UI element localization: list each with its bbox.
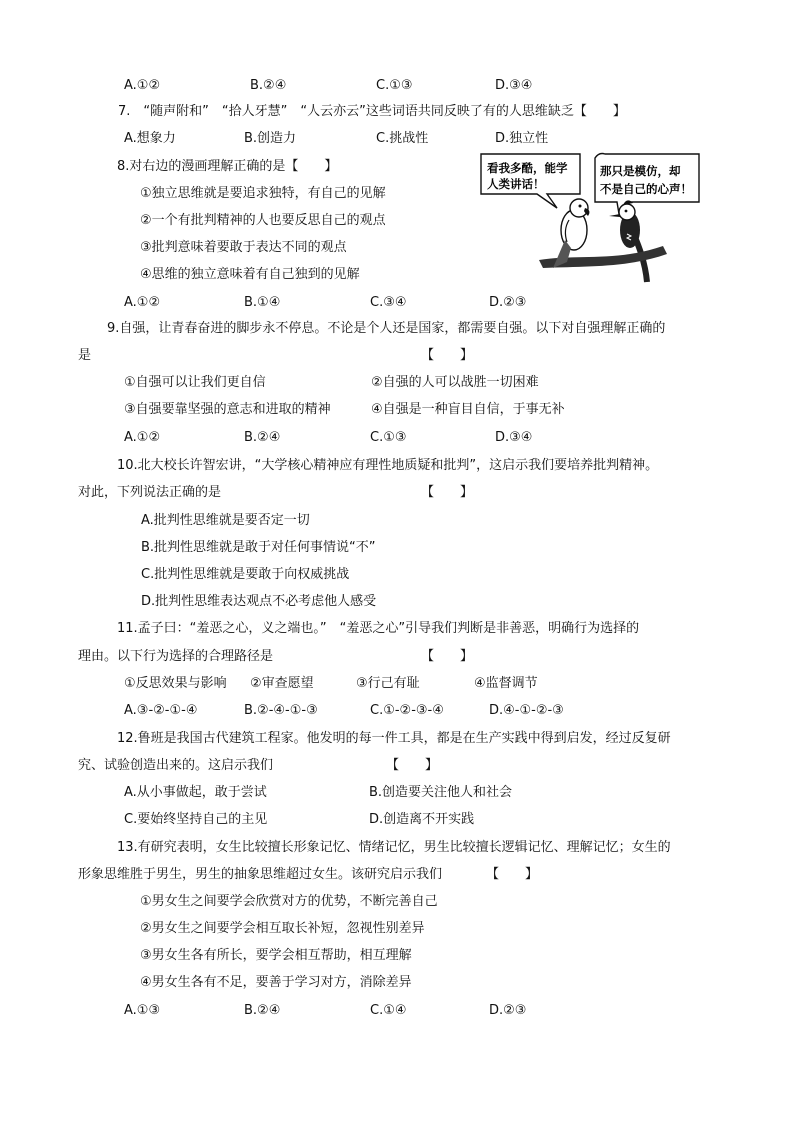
option-d: D.③④ <box>495 430 533 445</box>
q10-option-d: D.批判性思维表达观点不必考虑他人感受 <box>141 594 377 609</box>
q13-item-2: ②男女生之间要学会相互取长补短，忽视性别差异 <box>140 921 425 936</box>
q13-stem-line-1: 13.有研究表明，女生比较擅长形象记忆、情绪记忆，男生比较擅长逻辑记忆、理解记忆；女生的 <box>117 840 671 855</box>
option-c: C.①-②-③-④ <box>370 703 444 718</box>
q10-stem-line-1: 10.北大校长许智宏讲，“大学核心精神应有理性地质疑和批判”，这启示我们要培养批判精神。 <box>117 458 659 473</box>
q12-stem-line-1: 12.鲁班是我国古代建筑工程家。他发明的每一件工具，都是在生产实践中得到启发，经过反复研 <box>117 731 671 746</box>
q9-stem-line-2: 是 <box>78 348 92 363</box>
q7-stem: 7. “随声附和” “拾人牙慧” “人云亦云”这些词语共同反映了有的人思维缺乏【 】 <box>118 104 626 119</box>
option-b: B.②-④-①-③ <box>244 703 318 718</box>
option-c: C.③④ <box>370 295 407 310</box>
woodpecker-head <box>619 204 635 220</box>
q9-item-1: ①自强可以让我们更自信 <box>124 375 266 390</box>
q8-item-4: ④思维的独立意味着有自己独到的见解 <box>140 267 360 282</box>
q13-item-4: ④男女生各有不足，要善于学习对方，消除差异 <box>140 975 412 990</box>
q9-options <box>0 428 793 448</box>
option-b: B.创造力 <box>244 131 297 146</box>
parrot-eye <box>579 205 582 208</box>
left-bubble-line-2: 人类讲话！ <box>487 177 545 191</box>
q10-option-c: C.批判性思维就是要敢于向权威挑战 <box>141 567 350 582</box>
q8-options <box>0 293 793 313</box>
option-c: C.①④ <box>370 1003 407 1018</box>
q9-stem-line-1: 9.自强，让青春奋进的脚步永不停息。不论是个人还是国家，都需要自强。以下对自强理解正确的 <box>107 321 666 336</box>
q11-item-4: ④监督调节 <box>474 676 538 691</box>
q11-item-1: ①反思效果与影响 <box>124 676 227 691</box>
q11-answer-bracket: 【 】 <box>421 649 474 664</box>
q11-item-2: ②审查愿望 <box>250 676 314 691</box>
option-a: A.①② <box>124 295 161 310</box>
q6-options <box>0 76 793 96</box>
q10-option-a: A.批判性思维就是要否定一切 <box>141 513 310 528</box>
option-a: A.①② <box>124 78 161 93</box>
option-a: A.①③ <box>124 1003 161 1018</box>
q11-stem-line-1: 11.孟子曰：“羞恶之心，义之端也。” “羞恶之心”引导我们判断是非善恶，明确行为选择的 <box>117 621 640 636</box>
woodpecker-beak <box>609 214 620 217</box>
parrot-woodpecker-cartoon <box>477 150 705 284</box>
option-d: D.②③ <box>489 295 527 310</box>
q11-items <box>0 674 793 694</box>
q13-item-3: ③男女生各有所长，要学会相互帮助，相互理解 <box>140 948 412 963</box>
q12-option-d: D.创造离不开实践 <box>369 812 475 827</box>
option-c: C.①③ <box>370 430 407 445</box>
option-c: C.①③ <box>376 78 413 93</box>
left-bubble-line-1: 看我多酷，能学 <box>487 161 568 175</box>
q13-answer-bracket: 【 】 <box>486 867 539 882</box>
q11-stem-line-2: 理由。以下行为选择的合理路径是 <box>78 649 274 664</box>
option-c: C.挑战性 <box>376 131 429 146</box>
option-a: A.③-②-①-④ <box>124 703 198 718</box>
option-d: D.②③ <box>489 1003 527 1018</box>
q8-item-2: ②一个有批判精神的人也要反思自己的观点 <box>140 213 386 228</box>
option-b: B.②④ <box>244 1003 281 1018</box>
option-d: D.③④ <box>495 78 533 93</box>
right-bubble-line-1: 那只是模仿，却 <box>600 164 681 178</box>
q7-options <box>0 129 793 149</box>
q8-stem: 8.对右边的漫画理解正确的是【 】 <box>117 159 338 174</box>
option-b: B.①④ <box>244 295 281 310</box>
option-b: B.②④ <box>244 430 281 445</box>
q11-item-3: ③行己有耻 <box>356 676 420 691</box>
q8-item-1: ①独立思维就是要追求独特，有自己的见解 <box>140 186 386 201</box>
q10-answer-bracket: 【 】 <box>421 485 474 500</box>
q12-option-c: C.要始终坚持自己的主见 <box>124 812 268 827</box>
q13-options <box>0 1001 793 1021</box>
q9-item-4: ④自强是一种盲目自信，于事无补 <box>371 402 565 417</box>
q13-stem-line-2: 形象思维胜于男生，男生的抽象思维超过女生。该研究启示我们 <box>78 867 443 882</box>
option-a: A.想象力 <box>124 131 176 146</box>
q12-answer-bracket: 【 】 <box>386 758 439 773</box>
q9-item-3: ③自强要靠坚强的意志和进取的精神 <box>124 402 331 417</box>
option-b: B.②④ <box>250 78 287 93</box>
q12-stem-line-2: 究、试验创造出来的。这启示我们 <box>78 758 274 773</box>
q13-item-1: ①男女生之间要学会欣赏对方的优势，不断完善自己 <box>140 894 438 909</box>
option-a: A.①② <box>124 430 161 445</box>
q8-item-3: ③批判意味着要敢于表达不同的观点 <box>140 240 347 255</box>
q10-stem-line-2: 对此，下列说法正确的是 <box>78 485 222 500</box>
q10-option-b: B.批判性思维就是敢于对任何事情说“不” <box>141 540 376 555</box>
q9-answer-bracket: 【 】 <box>421 348 474 363</box>
right-bubble-line-2: 不是自己的心声！ <box>600 182 692 196</box>
option-d: D.独立性 <box>495 131 549 146</box>
woodpecker-eye <box>625 210 628 213</box>
q12-option-a: A.从小事做起，敢于尝试 <box>124 785 267 800</box>
q9-item-2: ②自强的人可以战胜一切困难 <box>371 375 539 390</box>
q11-options <box>0 701 793 721</box>
cartoon-illustration <box>477 150 705 284</box>
option-d: D.④-①-②-③ <box>489 703 564 718</box>
parrot-head <box>570 199 588 217</box>
q12-option-b: B.创造要关注他人和社会 <box>369 785 513 800</box>
